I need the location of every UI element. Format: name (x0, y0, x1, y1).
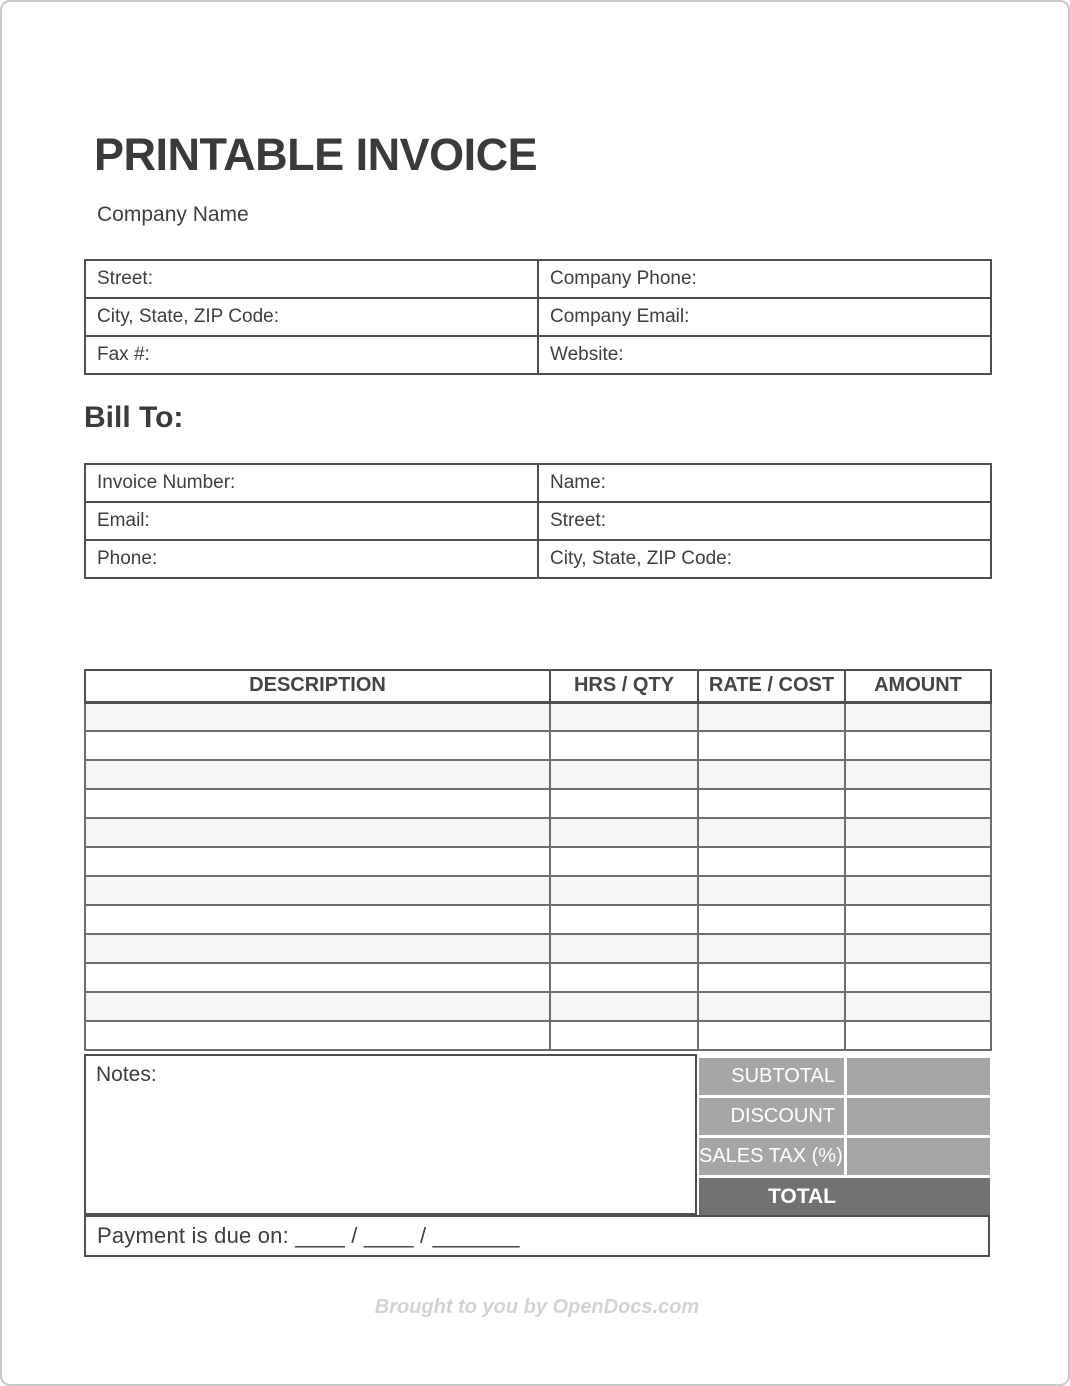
items-empty-cell (85, 934, 550, 963)
table-row (85, 502, 991, 540)
rate-cost-column-header: RATE / COST (698, 670, 845, 702)
street-field-label: Street: (538, 502, 991, 540)
city-state-zip-field-label: City, State, ZIP Code: (85, 298, 538, 336)
items-empty-cell (845, 934, 991, 963)
items-empty-cell (698, 905, 845, 934)
items-empty-row (85, 992, 991, 1021)
items-empty-cell (698, 876, 845, 905)
company-name-label: Company Name (97, 203, 249, 226)
table-row (85, 260, 991, 298)
items-empty-cell (698, 992, 845, 1021)
items-empty-cell (845, 789, 991, 818)
items-empty-row (85, 789, 991, 818)
bill-to-heading: Bill To: (84, 401, 184, 434)
company-email-field-label: Company Email: (538, 298, 991, 336)
items-empty-cell (550, 731, 698, 760)
items-empty-cell (550, 905, 698, 934)
website-field-label: Website: (538, 336, 991, 374)
items-empty-cell (85, 876, 550, 905)
items-empty-cell (698, 818, 845, 847)
items-empty-cell (698, 934, 845, 963)
name-field-label: Name: (538, 464, 991, 502)
items-empty-cell (845, 905, 991, 934)
items-empty-cell (85, 760, 550, 789)
items-empty-row (85, 876, 991, 905)
discount-label: DISCOUNT (699, 1098, 844, 1135)
items-empty-cell (85, 963, 550, 992)
items-empty-row (85, 934, 991, 963)
items-empty-cell (550, 847, 698, 876)
table-row (85, 298, 991, 336)
items-empty-cell (845, 731, 991, 760)
items-empty-cell (85, 731, 550, 760)
items-empty-cell (845, 992, 991, 1021)
total-label: TOTAL (699, 1178, 990, 1215)
table-row (85, 540, 991, 578)
discount-value-cell (847, 1098, 990, 1135)
items-empty-cell (698, 789, 845, 818)
items-empty-cell (698, 963, 845, 992)
items-empty-cell (845, 760, 991, 789)
table-row (85, 464, 991, 502)
items-empty-row (85, 905, 991, 934)
city-state-zip-field-label: City, State, ZIP Code: (538, 540, 991, 578)
fax-field-label: Fax #: (85, 336, 538, 374)
items-empty-cell (845, 1021, 991, 1050)
items-empty-cell (550, 992, 698, 1021)
items-empty-cell (550, 789, 698, 818)
items-empty-cell (845, 818, 991, 847)
description-column-header: DESCRIPTION (85, 670, 550, 702)
items-empty-cell (698, 1021, 845, 1050)
phone-field-label: Phone: (85, 540, 538, 578)
items-empty-row (85, 847, 991, 876)
payment-due-line: Payment is due on: ____ / ____ / _______ (84, 1215, 990, 1257)
items-empty-cell (698, 731, 845, 760)
items-header-row (85, 670, 991, 702)
items-empty-cell (698, 847, 845, 876)
sales-tax-value-cell (847, 1138, 990, 1175)
items-empty-cell (550, 963, 698, 992)
items-empty-row (85, 1021, 991, 1050)
company-info-table (84, 259, 992, 375)
items-empty-cell (698, 702, 845, 731)
items-empty-cell (550, 702, 698, 731)
footer-attribution: Brought to you by OpenDocs.com (374, 1296, 700, 1318)
items-empty-cell (85, 818, 550, 847)
street-field-label: Street: (85, 260, 538, 298)
table-row (85, 336, 991, 374)
notes-label: Notes: (96, 1063, 157, 1086)
items-empty-cell (85, 702, 550, 731)
bill-to-table (84, 463, 992, 579)
hrs-qty-column-header: HRS / QTY (550, 670, 698, 702)
notes-box (84, 1054, 697, 1215)
totals-summary (699, 1058, 990, 1215)
items-empty-cell (845, 702, 991, 731)
items-empty-cell (550, 876, 698, 905)
items-empty-cell (550, 760, 698, 789)
page-title: PRINTABLE INVOICE (94, 129, 538, 180)
company-phone-field-label: Company Phone: (538, 260, 991, 298)
items-empty-cell (85, 1021, 550, 1050)
items-empty-cell (85, 847, 550, 876)
email-field-label: Email: (85, 502, 538, 540)
items-empty-cell (85, 905, 550, 934)
items-empty-row (85, 963, 991, 992)
subtotal-label: SUBTOTAL (699, 1058, 844, 1095)
items-empty-cell (845, 876, 991, 905)
invoice-number-field-label: Invoice Number: (85, 464, 538, 502)
items-empty-cell (550, 934, 698, 963)
amount-column-header: AMOUNT (845, 670, 991, 702)
subtotal-value-cell (847, 1058, 990, 1095)
sales-tax-label: SALES TAX (%) (699, 1138, 844, 1175)
items-empty-row (85, 818, 991, 847)
items-empty-row (85, 702, 991, 731)
items-empty-cell (550, 818, 698, 847)
items-empty-cell (85, 992, 550, 1021)
items-empty-cell (550, 1021, 698, 1050)
line-items-table (84, 669, 992, 1051)
items-empty-cell (698, 760, 845, 789)
items-empty-row (85, 760, 991, 789)
items-empty-cell (845, 847, 991, 876)
items-empty-cell (85, 789, 550, 818)
items-empty-cell (845, 963, 991, 992)
items-empty-row (85, 731, 991, 760)
